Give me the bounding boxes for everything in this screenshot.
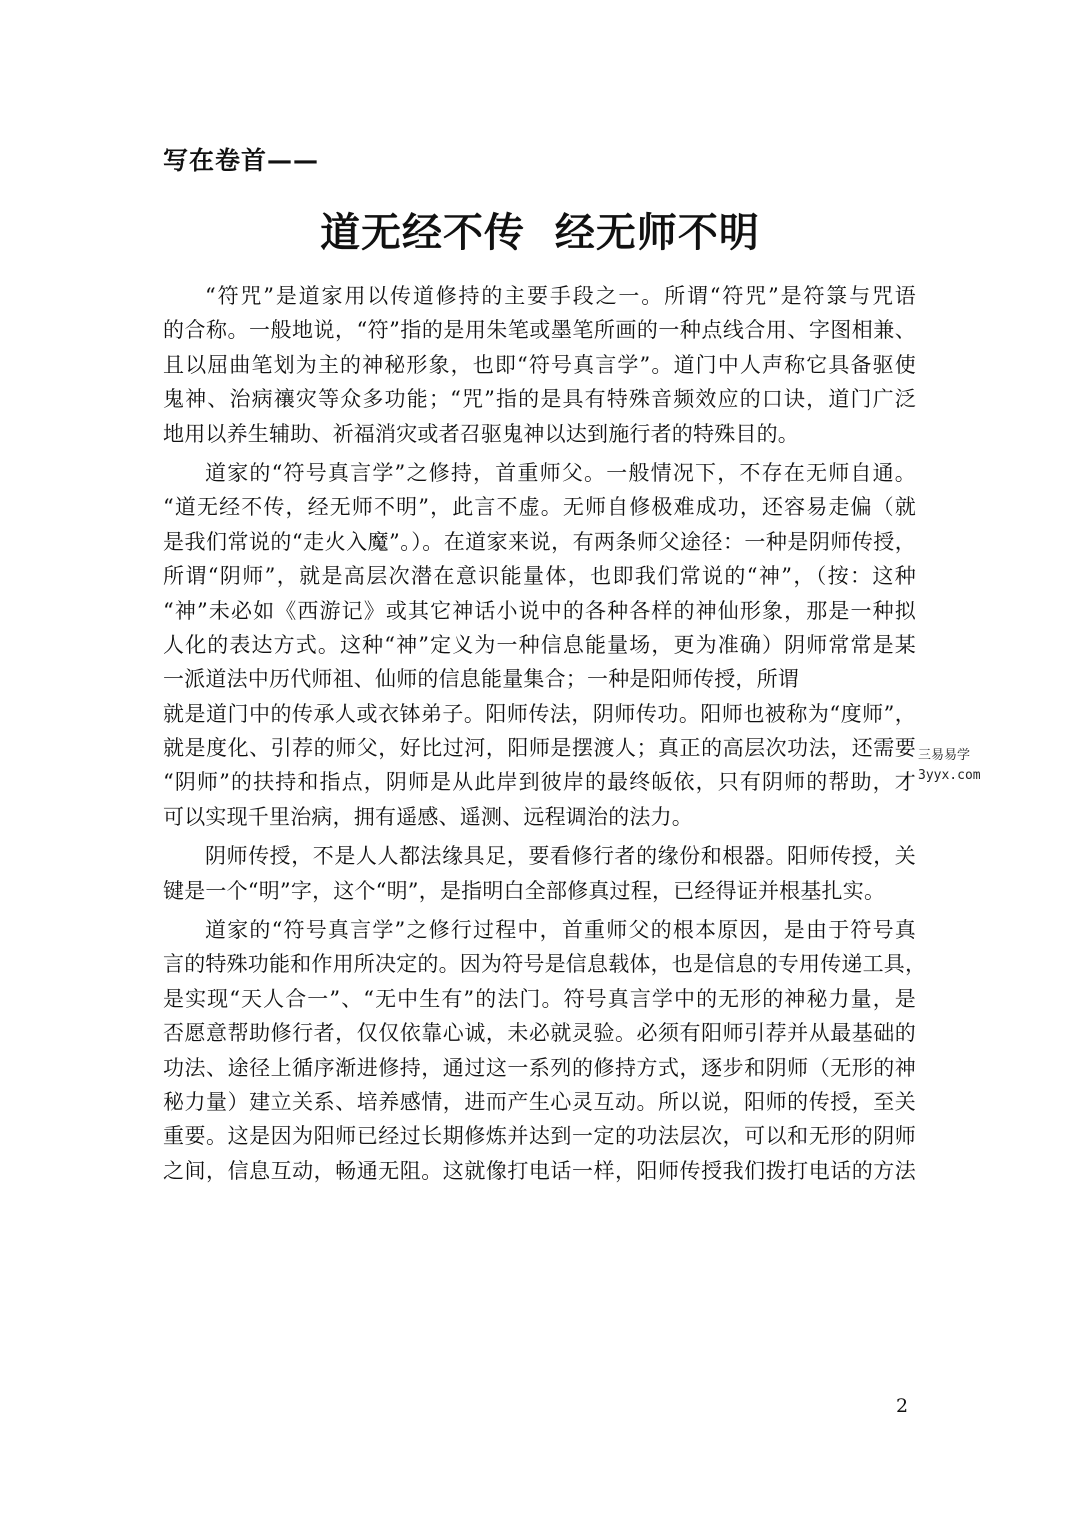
text-line: 可以实现千里治病，拥有遥感、遥测、远程调治的法力。 [163,804,693,829]
text-line: 鬼神、治病禳灾等众多功能；“咒”指的是具有特殊音频效应的口诀，道门广泛 [163,387,916,412]
text-line: 阴师传授，不是人人都法缘具足，要看修行者的缘份和根器。阳师传授，关 [205,844,916,869]
page-number: 2 [896,1395,909,1417]
text-line: 键是一个“明”字，这个“明”，是指明白全部修真过程，已经得证并根基扎实。 [163,878,886,903]
text-line: “符咒”是道家用以传道修持的主要手段之一。所谓“符咒”是符箓与咒语 [205,284,916,308]
paragraph-3 [163,839,916,908]
site-watermark [918,746,981,786]
text-line: 一派道法中历代师祖、仙师的信息能量集合；一种是阳师传授，所谓 [163,667,799,692]
text-line: 重要。这是因为阳师已经过长期修炼并达到一定的功法层次，可以和无形的阴师 [163,1124,916,1149]
page-title: 道无经不传 经无师不明 [320,210,760,256]
text-line: 之间，信息互动，畅通无阻。这就像打电话一样，阳师传授我们拨打电话的方法 [163,1158,916,1183]
text-line: 是我们常说的“走火入魔”。）。在道家来说，有两条师父途径：一种是阴师传授， [163,529,916,554]
section-kicker: 写在卷首—— [163,146,320,175]
text-line: 所谓“阴师”，就是高层次潜在意识能量体，也即我们常说的“神”，（按：这种 [163,564,916,589]
text-line: “道无经不传，经无师不明”，此言不虚。无师自修极难成功，还容易走偏（就 [163,495,916,520]
text-line: 秘力量）建立关系、培养感情，进而产生心灵互动。所以说，阳师的传授，至关 [163,1089,916,1114]
watermark-line: 3yyx.com [918,768,981,783]
body-text [163,279,927,1188]
text-line: 且以屈曲笔划为主的神秘形象，也即“符号真言学”。道门中人声称它具备驱使 [163,352,916,377]
text-line: 就是度化、引荐的师父，好比过河，阳师是摆渡人；真正的高层次功法，还需要 [163,736,916,761]
text-line: 的合称。一般地说，“符”指的是用朱笔或墨笔所画的一种点线合用、字图相兼、 [163,318,916,343]
text-line: 道家的“符号真言学”之修行过程中，首重师父的根本原因，是由于符号真 [205,918,916,943]
watermark-line: 三易易学 [918,748,971,763]
paragraph-2 [163,456,916,834]
text-line: 言的特殊功能和作用所决定的。因为符号是信息载体，也是信息的专用传递工具， [163,952,927,977]
text-line: 功法、途径上循序渐进修持，通过这一系列的修持方式，逐步和阴师（无形的神 [163,1055,916,1080]
text-line: 人化的表达方式。这种“神”定义为一种信息能量场，更为准确）阴师常常是某 [163,632,916,657]
text-line: 就是道门中的传承人或衣钵弟子。阳师传法，阴师传功。阳师也被称为“度师”， [163,701,916,726]
text-line: 否愿意帮助修行者，仅仅依靠心诚，未必就灵验。必须有阳师引荐并从最基础的 [163,1021,916,1046]
text-line: “神”未必如《西游记》或其它神话小说中的各种各样的神仙形象，那是一种拟 [163,598,916,623]
text-line: 地用以养生辅助、祈福消灾或者召驱鬼神以达到施行者的特殊目的。 [163,421,799,446]
paragraph-4 [163,913,927,1188]
paragraph-1 [163,279,916,451]
text-line: “阴师”的扶持和指点，阴师是从此岸到彼岸的最终皈依，只有阴师的帮助，才 [163,770,916,795]
text-line: 是实现“天人合一”、“无中生有”的法门。符号真言学中的无形的神秘力量，是 [163,986,916,1011]
text-line: 道家的“符号真言学”之修持，首重师父。一般情况下，不存在无师自通。 [205,460,916,485]
